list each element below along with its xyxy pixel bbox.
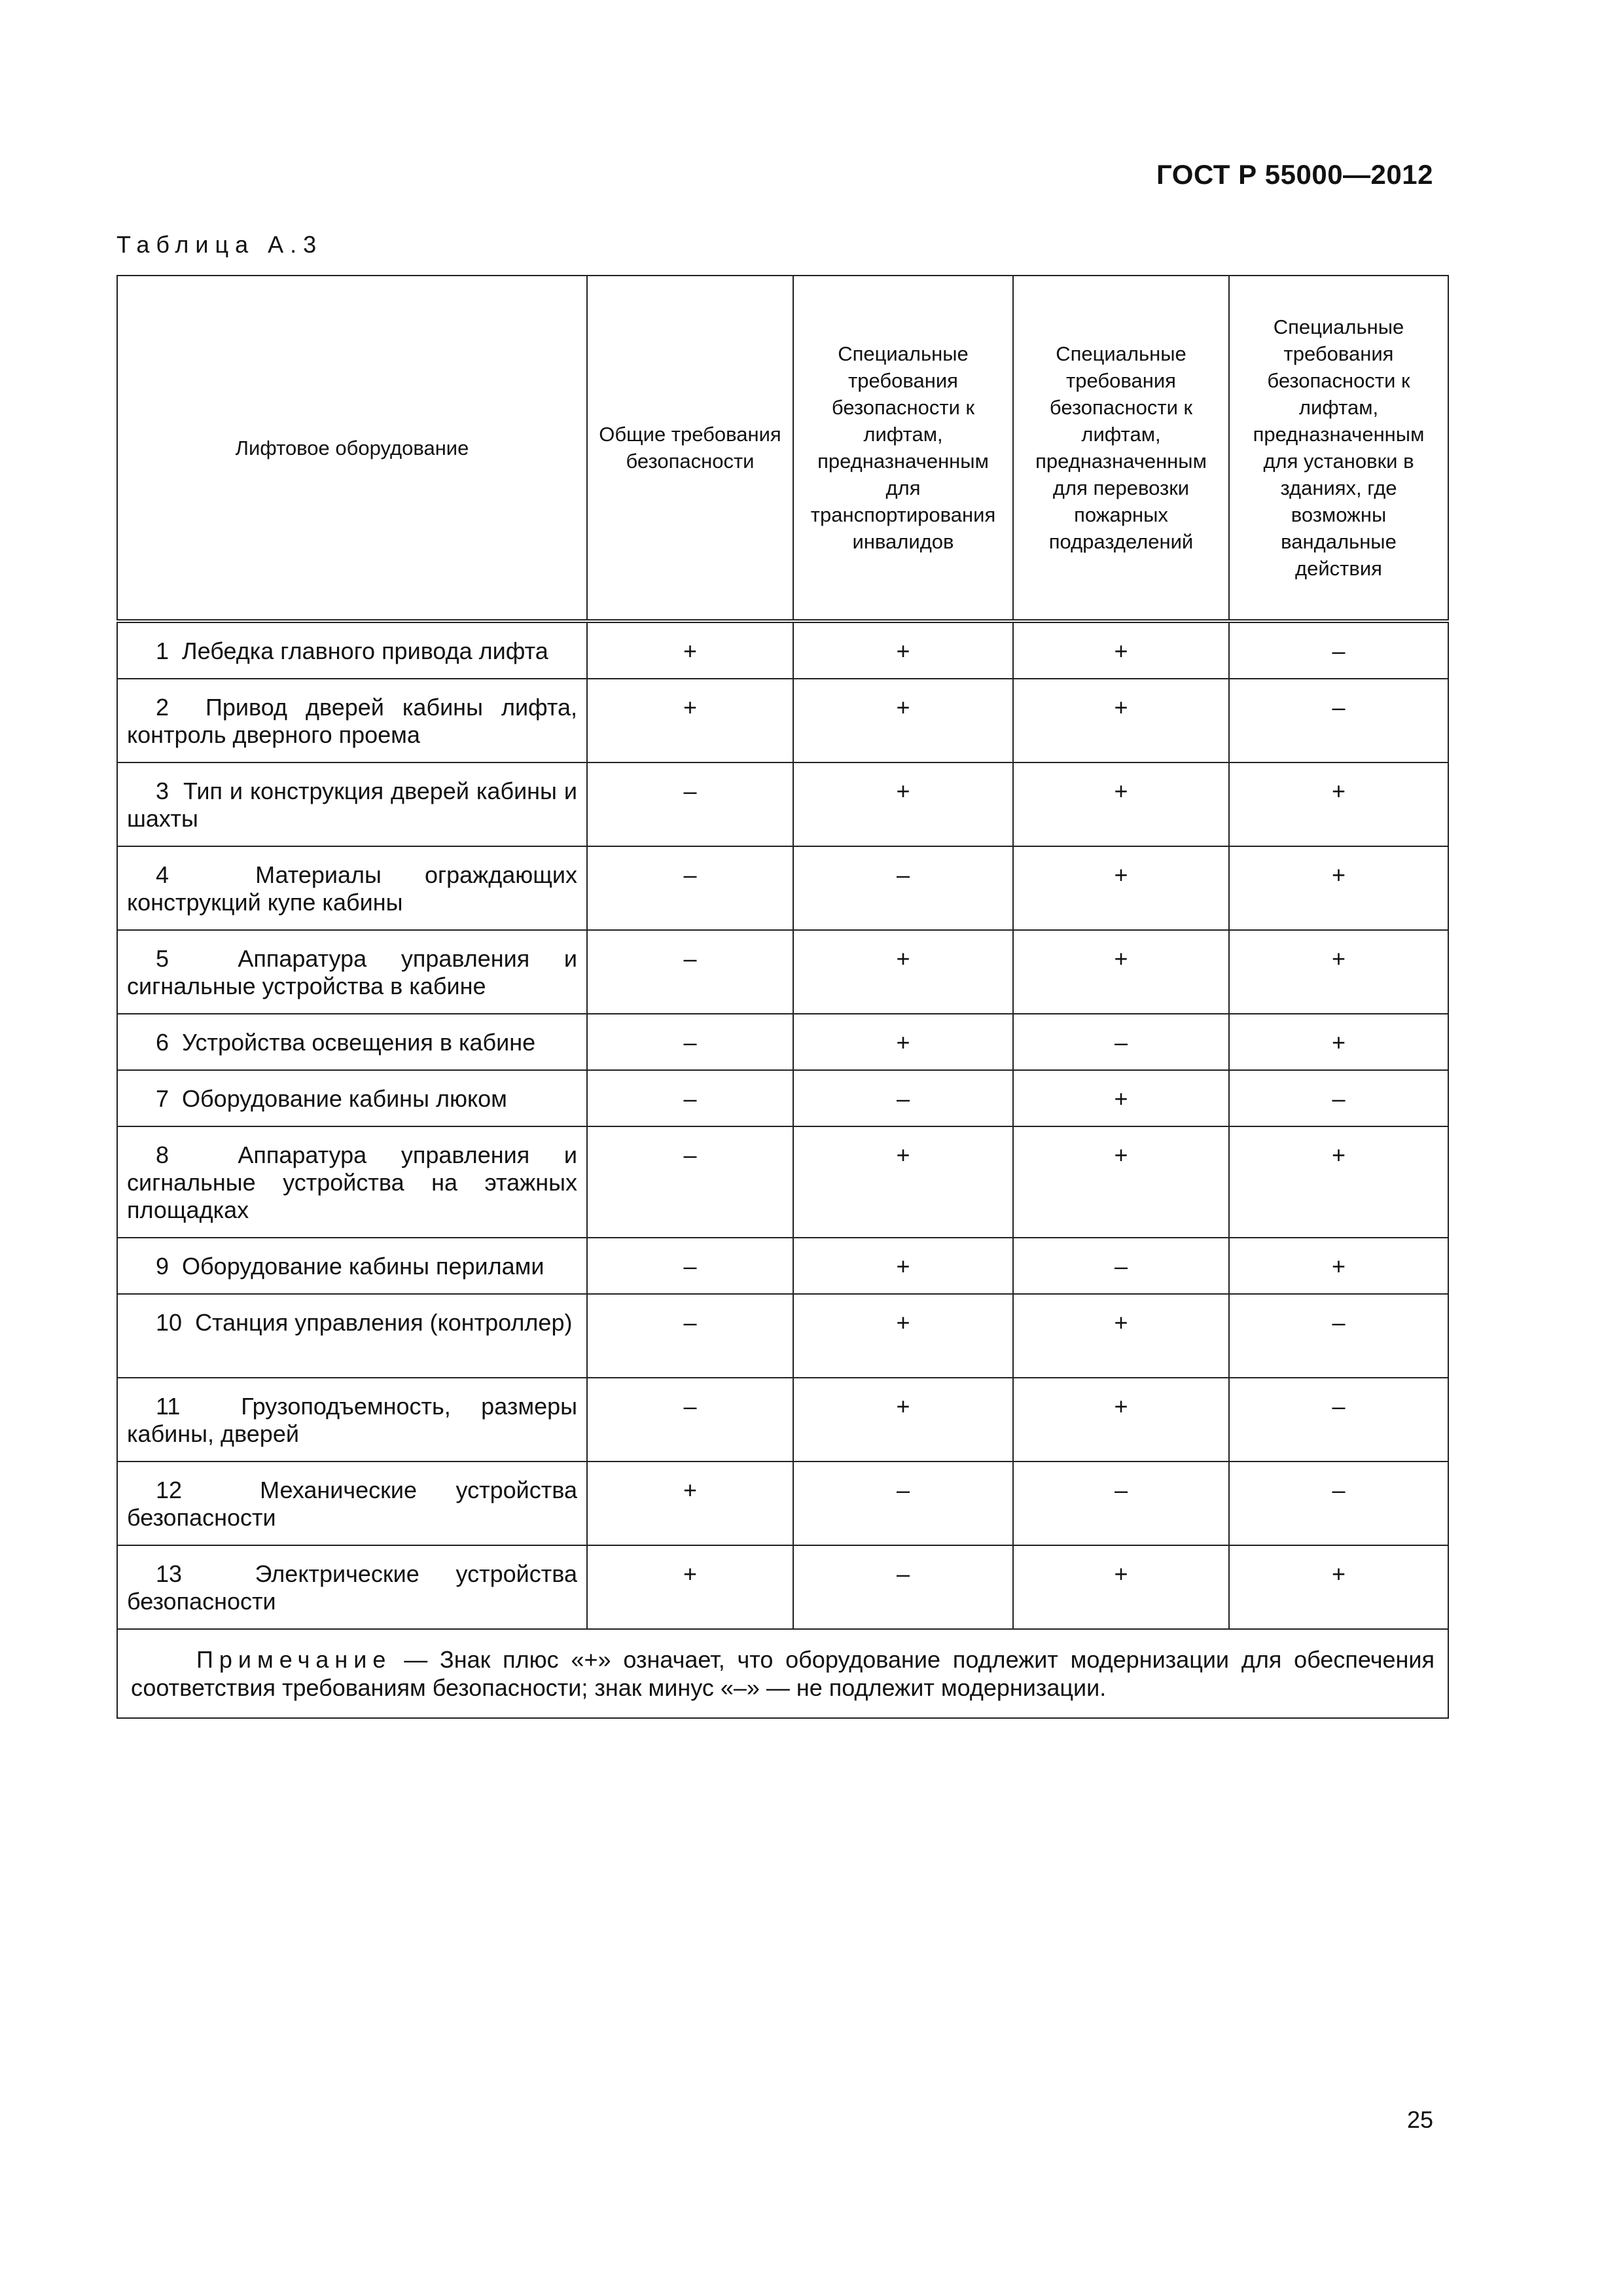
equipment-label: Материалы ограждающих конструкций купе кабины <box>127 861 577 916</box>
equipment-cell <box>117 1126 587 1238</box>
table-row <box>117 1014 1448 1070</box>
equipment-cell <box>117 1378 587 1462</box>
table-note <box>117 1629 1448 1718</box>
mark-vandal: + <box>1229 846 1448 930</box>
table-row <box>117 1070 1448 1126</box>
row-number: 3 <box>156 778 169 804</box>
mark-disabled: – <box>793 1545 1013 1629</box>
table-note-row <box>117 1629 1448 1718</box>
equipment-label: Аппаратура управления и сигнальные устройства в кабине <box>127 945 577 999</box>
mark-fire: + <box>1013 930 1229 1014</box>
row-number: 2 <box>156 694 169 721</box>
equipment-cell <box>117 621 587 679</box>
equipment-cell <box>117 846 587 930</box>
equipment-cell <box>117 1014 587 1070</box>
mark-disabled: + <box>793 762 1013 846</box>
equipment-label: Лебедка главного привода лифта <box>182 637 548 664</box>
mark-vandal: – <box>1229 679 1448 762</box>
mark-general: + <box>587 621 793 679</box>
equipment-cell <box>117 1294 587 1378</box>
mark-fire: + <box>1013 621 1229 679</box>
mark-vandal: + <box>1229 762 1448 846</box>
row-number: 9 <box>156 1253 169 1280</box>
equipment-label: Привод дверей кабины лифта, контроль дверного проема <box>127 694 577 748</box>
mark-disabled: – <box>793 1070 1013 1126</box>
mark-general: – <box>587 762 793 846</box>
mark-general: – <box>587 1126 793 1238</box>
mark-fire: – <box>1013 1462 1229 1545</box>
column-header-vandal: Специальные требования безопасности к лифтам, предназначенным для установки в зданиях, где возможны вандальные действия <box>1229 276 1448 621</box>
table-row <box>117 1294 1448 1378</box>
mark-disabled: + <box>793 1126 1013 1238</box>
mark-general: + <box>587 1545 793 1629</box>
row-number: 7 <box>156 1085 169 1112</box>
mark-disabled: + <box>793 621 1013 679</box>
row-number: 6 <box>156 1029 169 1056</box>
table-row <box>117 1378 1448 1462</box>
equipment-label: Оборудование кабины перилами <box>182 1253 544 1280</box>
equipment-cell <box>117 1545 587 1629</box>
table-header-row <box>117 276 1448 621</box>
row-number: 8 <box>156 1141 169 1168</box>
row-number: 1 <box>156 637 169 664</box>
mark-vandal: + <box>1229 930 1448 1014</box>
equipment-cell <box>117 1070 587 1126</box>
row-number: 13 <box>156 1560 183 1587</box>
mark-vandal: – <box>1229 1378 1448 1462</box>
page-number: 25 <box>1406 2106 1433 2133</box>
mark-fire: – <box>1013 1014 1229 1070</box>
row-number: 5 <box>156 945 169 972</box>
equipment-label: Оборудование кабины люком <box>182 1085 507 1112</box>
mark-vandal: – <box>1229 1294 1448 1378</box>
equipment-cell <box>117 1238 587 1294</box>
table-row <box>117 1126 1448 1238</box>
mark-general: – <box>587 1294 793 1378</box>
mark-disabled: + <box>793 1014 1013 1070</box>
table-row <box>117 762 1448 846</box>
equipment-label: Грузоподъемность, размеры кабины, дверей <box>127 1393 577 1447</box>
mark-vandal: + <box>1229 1014 1448 1070</box>
column-header-general: Общие требования безопасности <box>587 276 793 621</box>
table-row <box>117 679 1448 762</box>
mark-general: – <box>587 1378 793 1462</box>
row-number: 4 <box>156 861 169 888</box>
column-header-disabled: Специальные требования безопасности к лифтам, предназначенным для транспортирования инвалидов <box>793 276 1013 621</box>
mark-fire: + <box>1013 1545 1229 1629</box>
mark-vandal: – <box>1229 1462 1448 1545</box>
table-caption: Таблица А.3 <box>116 231 323 258</box>
note-text: — Знак плюс «+» означает, что оборудование подлежит модернизации для обеспечения соответствия требованиям безопасности; знак минус «–» — не подлежит модернизации. <box>131 1646 1435 1701</box>
table-row <box>117 930 1448 1014</box>
mark-disabled: – <box>793 1462 1013 1545</box>
mark-general: + <box>587 679 793 762</box>
row-number: 12 <box>156 1477 183 1503</box>
mark-general: – <box>587 930 793 1014</box>
mark-disabled: – <box>793 846 1013 930</box>
mark-general: – <box>587 846 793 930</box>
mark-fire: + <box>1013 1294 1229 1378</box>
table-container <box>116 275 1448 1719</box>
table-row <box>117 846 1448 930</box>
equipment-label: Механические устройства безопасности <box>127 1477 577 1531</box>
column-header-fire: Специальные требования безопасности к лифтам, предназначенным для перевозки пожарных подразделений <box>1013 276 1229 621</box>
equipment-label: Тип и конструкция дверей кабины и шахты <box>127 778 577 832</box>
row-number: 10 <box>156 1309 183 1336</box>
mark-fire: + <box>1013 1126 1229 1238</box>
equipment-cell <box>117 1462 587 1545</box>
mark-vandal: + <box>1229 1238 1448 1294</box>
mark-fire: + <box>1013 679 1229 762</box>
row-number: 11 <box>156 1393 181 1420</box>
mark-fire: + <box>1013 846 1229 930</box>
mark-disabled: + <box>793 1294 1013 1378</box>
mark-disabled: + <box>793 1378 1013 1462</box>
mark-fire: + <box>1013 762 1229 846</box>
column-header-equipment: Лифтовое оборудование <box>117 276 587 621</box>
document-header: ГОСТ Р 55000—2012 <box>1156 159 1433 190</box>
table-row <box>117 621 1448 679</box>
equipment-requirements-table <box>116 275 1449 1719</box>
note-label: Примечание <box>196 1646 392 1673</box>
mark-vandal: – <box>1229 1070 1448 1126</box>
equipment-label: Аппаратура управления и сигнальные устройства на этажных площадках <box>127 1141 577 1223</box>
mark-general: – <box>587 1238 793 1294</box>
table-row <box>117 1238 1448 1294</box>
equipment-cell <box>117 762 587 846</box>
mark-disabled: + <box>793 679 1013 762</box>
mark-disabled: + <box>793 1238 1013 1294</box>
mark-fire: – <box>1013 1238 1229 1294</box>
mark-disabled: + <box>793 930 1013 1014</box>
table-row <box>117 1462 1448 1545</box>
equipment-cell <box>117 679 587 762</box>
mark-general: – <box>587 1070 793 1126</box>
table-row <box>117 1545 1448 1629</box>
mark-vandal: – <box>1229 621 1448 679</box>
mark-vandal: + <box>1229 1126 1448 1238</box>
mark-vandal: + <box>1229 1545 1448 1629</box>
equipment-label: Электрические устройства безопасности <box>127 1560 577 1615</box>
mark-fire: + <box>1013 1070 1229 1126</box>
mark-general: + <box>587 1462 793 1545</box>
equipment-label: Станция управления (контроллер) <box>195 1309 573 1336</box>
equipment-label: Устройства освещения в кабине <box>182 1029 536 1056</box>
mark-fire: + <box>1013 1378 1229 1462</box>
equipment-cell <box>117 930 587 1014</box>
mark-general: – <box>587 1014 793 1070</box>
